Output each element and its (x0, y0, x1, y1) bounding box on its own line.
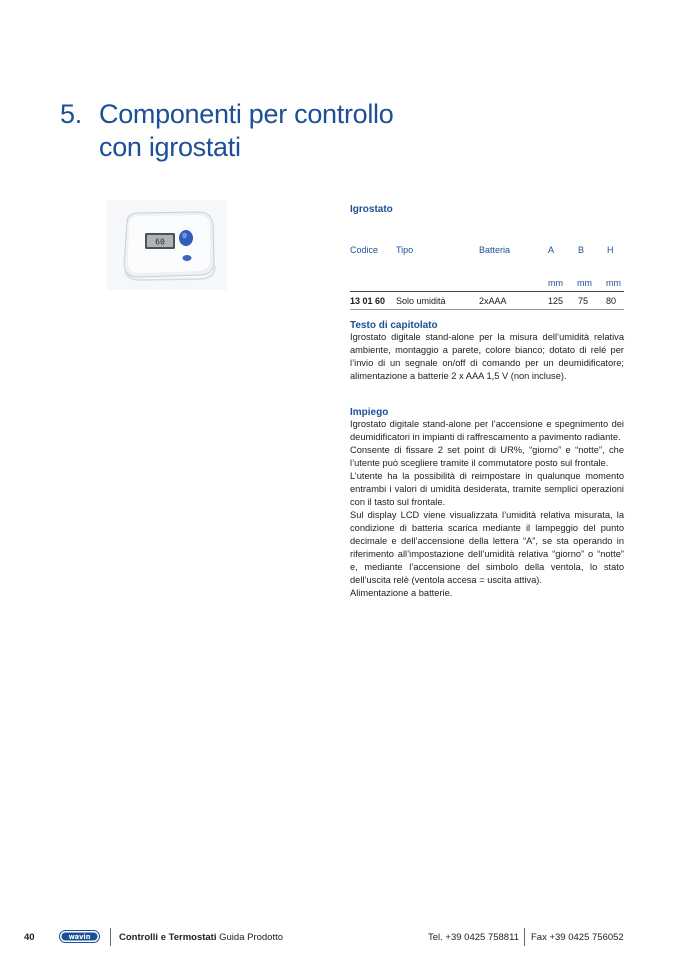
col-header-a: A (548, 245, 555, 255)
footer-divider-2 (524, 928, 525, 946)
cell-batteria: 2xAAA (479, 296, 507, 306)
col-header-h: H (607, 245, 614, 255)
spec-heading: Igrostato (350, 204, 393, 215)
footer-guide-bold: Controlli e Termostati (119, 932, 217, 943)
unit-b: mm (577, 278, 592, 288)
section-number: 5. (60, 99, 82, 129)
impiego-paragraph-3: L’utente ha la possibilità di reimpostare in qualunque momento entrambi i valori di umidità desiderata, tramite semplici operazioni con il tasto sul frontale. (350, 471, 624, 507)
hygrostat-product-image (107, 200, 227, 290)
capitolato-section (350, 320, 624, 383)
title-line-2: con igrostati (99, 132, 241, 162)
col-header-tipo: Tipo (396, 245, 414, 255)
footer-guide-rest: Guida Prodotto (219, 932, 284, 943)
logo-text: wavin (68, 933, 91, 942)
capitolato-heading: Testo di capitolato (350, 320, 438, 331)
col-header-b: B (578, 245, 585, 255)
cell-codice: 13 01 60 (350, 296, 386, 306)
cell-tipo: Solo umidità (396, 296, 446, 306)
footer-tel: Tel. +39 0425 758811 (428, 932, 519, 943)
footer-guide-title (119, 932, 283, 943)
lcd-display-value: 60 (155, 237, 165, 247)
col-header-codice: Codice (350, 245, 379, 255)
wavin-logo (59, 930, 100, 943)
col-header-batteria: Batteria (479, 245, 511, 255)
impiego-paragraph-5: Alimentazione a batterie. (350, 588, 453, 598)
footer-fax: Fax +39 0425 756052 (531, 932, 624, 943)
capitolato-text: Igrostato digitale stand-alone per la misura dell’umidità relativa ambiente, montaggio a parete, colore bianco; dotato di relé per l’invio di un segnale on/off di comando per un deumidificatore; alimentazione a batterie 2 x AAA 1,5 V (non incluse). (350, 332, 624, 381)
impiego-section (350, 407, 624, 600)
unit-a: mm (548, 278, 563, 288)
cell-a: 125 (548, 296, 564, 306)
page-number: 40 (24, 932, 35, 943)
impiego-paragraph-4: Sul display LCD viene visualizzata l’umidità relativa misurata, la condizione di batteria scarica mediante il lampeggio del punto decimale e dell’accensione della lettera “A”, se sta operando in riferimento all’impostazione dell’umidità relativa “giorno” o “notte” e, mediante l’accensione del simbolo della ventola, lo stato dell’uscita relè (ventola accesa = uscita attiva). (350, 510, 624, 585)
footer-divider (110, 928, 111, 946)
page-footer (0, 925, 678, 949)
unit-h: mm (606, 278, 621, 288)
spec-table (350, 215, 624, 307)
cell-b: 75 (578, 296, 589, 306)
impiego-paragraph-1: Igrostato digitale stand-alone per l’accensione e spegnimento dei deumidificatori in impianti di raffrescamento a pavimento radiante. (350, 419, 624, 442)
title-line-1: Componenti per controllo (99, 99, 394, 129)
impiego-paragraph-2: Consente di fissare 2 set point di UR%, “giorno” e “notte”, che l’utente può scegliere tramite il commutatore posto sul frontale. (350, 445, 624, 468)
impiego-heading: Impiego (350, 407, 389, 418)
cell-h: 80 (606, 296, 617, 306)
table-rule (350, 291, 624, 292)
table-rule-bottom (350, 309, 624, 310)
spec-section (350, 204, 624, 307)
